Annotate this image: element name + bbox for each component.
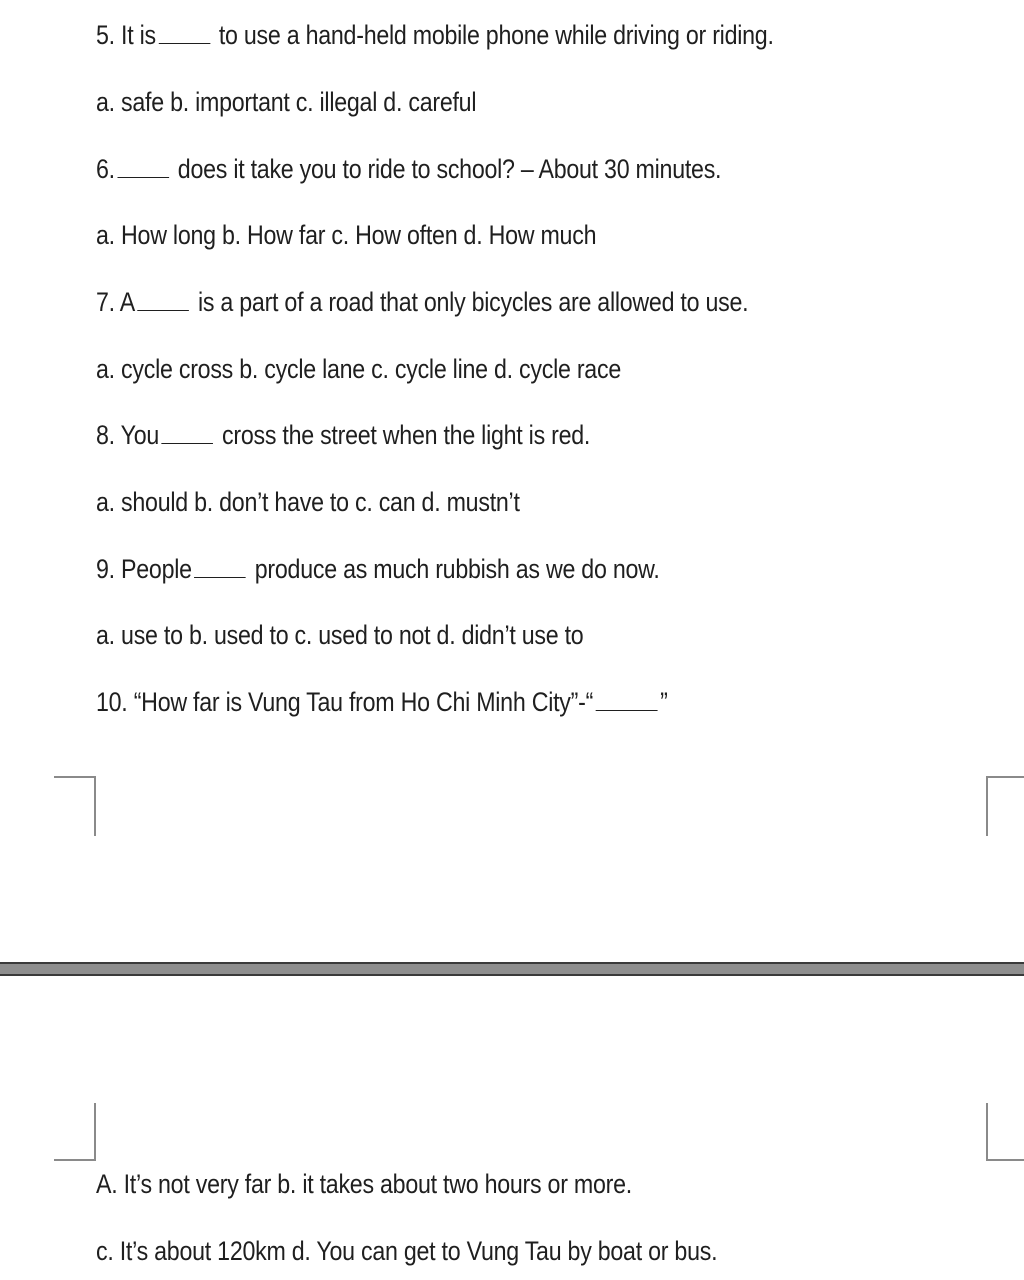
document-page-2	[0, 976, 1024, 1280]
question-9	[96, 551, 660, 587]
answer-blank	[158, 17, 210, 44]
question-10-options-line-2: c. It’s about 120km d. You can get to Vung Tau by boat or bus.	[96, 1236, 718, 1266]
question-number: 7.	[96, 287, 115, 317]
page-separator	[0, 962, 1024, 976]
question-6	[96, 151, 721, 187]
answer-blank	[596, 684, 658, 711]
question-text-after: does it take you to ride to school? – About 30 minutes.	[177, 154, 722, 184]
question-text-before: “How far is Vung Tau from Ho Chi Minh City”-“	[133, 687, 594, 717]
question-7-options: a. cycle cross b. cycle lane c. cycle line d. cycle race	[96, 354, 621, 384]
answer-blank	[194, 551, 246, 578]
question-text-before: It is	[121, 20, 156, 50]
question-text-after: produce as much rubbish as we do now.	[254, 554, 660, 584]
answer-blank	[117, 151, 169, 178]
answer-blank	[138, 284, 190, 311]
crop-mark-bottom-right	[986, 776, 1024, 836]
question-9-options: a. use to b. used to c. used to not d. didn’t use to	[96, 620, 584, 650]
question-10-options-line-1: A. It’s not very far b. it takes about two hours or more.	[96, 1169, 632, 1199]
question-10	[96, 684, 668, 720]
question-5	[96, 17, 774, 53]
question-text-before: People	[121, 554, 192, 584]
question-6-options: a. How long b. How far c. How often d. How much	[96, 220, 597, 250]
question-number: 10.	[96, 687, 128, 717]
question-number: 9.	[96, 554, 115, 584]
crop-mark-top-left	[54, 1103, 96, 1161]
question-text-after: cross the street when the light is red.	[222, 420, 591, 450]
question-text-after: is a part of a road that only bicycles are allowed to use.	[197, 287, 749, 317]
question-7	[96, 284, 748, 320]
question-text-before: You	[120, 420, 160, 450]
question-number: 5.	[96, 20, 115, 50]
answer-blank	[162, 417, 214, 444]
question-text-before: A	[119, 287, 136, 317]
question-5-options: a. safe b. important c. illegal d. careful	[96, 87, 477, 117]
crop-mark-bottom-left	[54, 776, 96, 836]
question-8	[96, 417, 590, 453]
crop-mark-top-right	[986, 1103, 1024, 1161]
question-8-options: a. should b. don’t have to c. can d. mustn’t	[96, 487, 520, 517]
question-text-after: ”	[660, 687, 668, 717]
question-number: 6.	[96, 154, 115, 184]
question-text-after: to use a hand-held mobile phone while driving or riding.	[218, 20, 774, 50]
question-number: 8.	[96, 420, 115, 450]
